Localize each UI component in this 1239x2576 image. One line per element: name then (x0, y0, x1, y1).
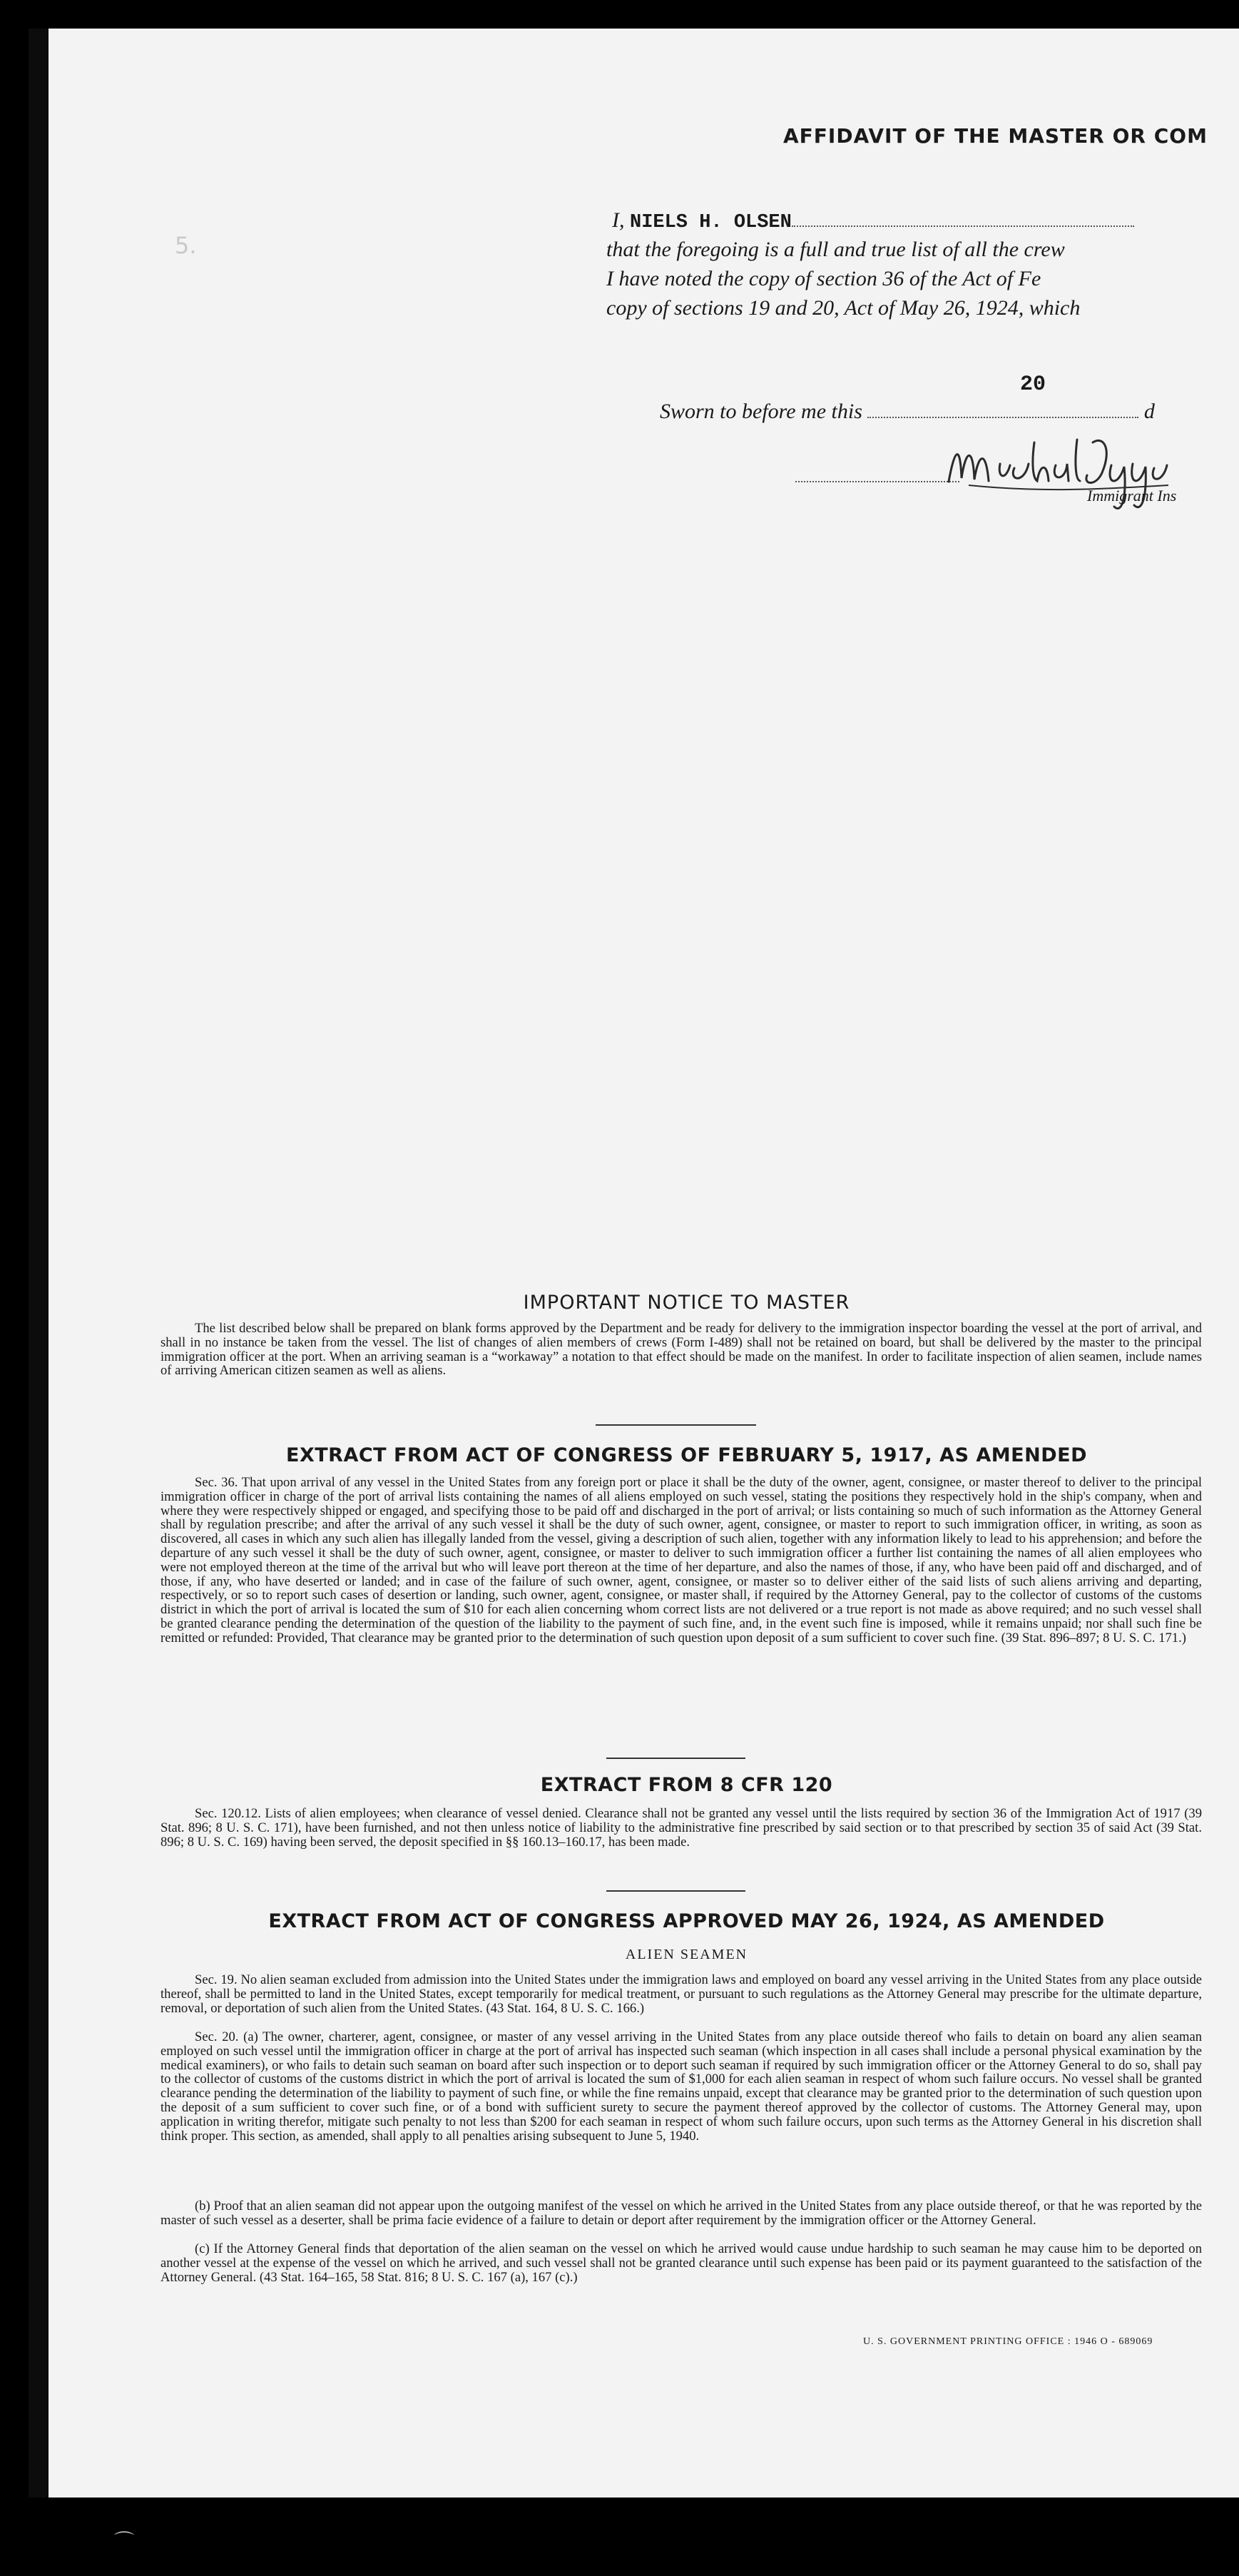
handwritten-signature (940, 421, 1239, 521)
extract-1917-title: EXTRACT FROM ACT OF CONGRESS OF FEBRUARY 5, 1917, AS AMENDED (286, 1444, 1087, 1466)
sworn-end: d (1143, 400, 1155, 423)
printing-office-footer: U. S. GOVERNMENT PRINTING OFFICE : 1946 O - 689069 (863, 2336, 1153, 2347)
sworn-line (660, 400, 1155, 424)
divider-rule (596, 1424, 756, 1426)
pencil-mark: 5. (175, 232, 197, 259)
affidavit-line-4: copy of sections 19 and 20, Act of May 26, 1924, which (606, 296, 1081, 320)
divider-rule (606, 1758, 745, 1759)
affidavit-line-2: that the foregoing is a full and true list of all the crew (606, 238, 1065, 261)
affidavit-line-1 (612, 208, 1134, 233)
alien-seamen-subtitle: ALIEN SEAMEN (625, 1947, 748, 1962)
extract-cfr-title: EXTRACT FROM 8 CFR 120 (540, 1774, 833, 1796)
extract-1924-title: EXTRACT FROM ACT OF CONGRESS APPROVED MAY 26, 1924, AS AMENDED (268, 1910, 1105, 1932)
day-value: 20 (1020, 372, 1046, 397)
notice-text: The list described below shall be prepared on blank forms approved by the Department and be ready for delivery to the immigration inspector boarding the vessel at the port of arrival, and shall in no instance be taken from the vessel. The list of changes of alien members of crews (Form I-489) shall not be retained on board, but shall be delivered by the master to the principal immigration officer at the port. When an arriving seaman is a “workaway” a notation to that effect should be made on the manifest. In order to facilitate inspection of alien seamen, include names of arriving American citizen seamen as well as aliens. (160, 1321, 1202, 1379)
affidavit-title: AFFIDAVIT OF THE MASTER OR COM (783, 124, 1208, 148)
notice-title: IMPORTANT NOTICE TO MASTER (523, 1292, 850, 1314)
page-edge-shadow (29, 29, 49, 2498)
extract-1917-text: Sec. 36. That upon arrival of any vessel in the United States from any foreign port or place it shall be the duty of the owner, agent, consignee, or master thereof to deliver to the principal immigration officer in charge of the port of arrival lists containing the names of all aliens employed on such vessel, stating the positions they respectively hold in the ship's company, when and where they were respectively shipped or engaged, and specifying those to be paid off and discharged in the port of arrival; or lists containing so much of such information as the Attorney General shall by regulation prescribe; and after the arrival of any such vessel it shall be the duty of such owner, agent, consignee, or master to report to such immigration officer, in writing, as soon as discovered, all cases in which any such alien has illegally landed from the vessel, giving a description of such alien, together with any information likely to lead to his apprehension; and before the departure of any such vessel it shall be the duty of such owner, agent, consignee, or master to deliver to such immigration officer a further list containing the names of all alien employees who were not employed thereon at the time of the arrival but who will leave port thereon at the time of her departure, and also the names of those, if any, who have been paid off and discharged, and of those, if any, who have deserted or landed; and in case of the failure of such owner, agent, consignee, or master so to deliver either of the said lists of such aliens arriving and departing, respectively, or so to report such cases of desertion or landing, such owner, agent, consignee, or master shall, if required by the Attorney General, pay to the collector of customs of the customs district in which the port of arrival is located the sum of $10 for each alien concerning whom correct lists are not delivered or a true report is not made as above required; and no such vessel shall be granted clearance pending the determination of the question of the liability to the payment of such fine, and, in the event such fine is imposed, while it remains unpaid; nor shall such fine be remitted or refunded: Provided, That clearance may be granted prior to the determination of such question upon deposit of a sum sufficient to cover such fine. (39 Stat. 896–897; 8 U. S. C. 171.) (160, 1475, 1202, 1646)
sec20c-text: (c) If the Attorney General finds that deportation of the alien seaman on the vessel on which he arrived would cause undue hardship to such seaman he may cause him to be deported on another vessel at the expense of the vessel on which he arrived, and such vessel shall not be granted clearance until such expense has been paid or its payment guaranteed to the satisfaction of the Attorney General. (43 Stat. 164–165, 58 Stat. 816; 8 U. S. C. 167 (a), 167 (c).) (160, 2241, 1202, 2285)
signature-title: Immigrant Ins (1087, 487, 1177, 504)
sworn-fill-line (867, 417, 1138, 418)
master-name: NIELS H. OLSEN (630, 212, 792, 233)
signature-dotted-line (795, 481, 959, 482)
sec19-text: Sec. 19. No alien seaman excluded from admission into the United States under the immigration laws and employed on board any vessel arriving in the United States from any place outside thereof, shall be permitted to land in the United States, except temporarily for medical treatment, or pursuant to such regulations as the Attorney General may prescribe for the ultimate departure, removal, or deportation of such alien from the United States. (43 Stat. 164, 8 U. S. C. 166.) (160, 1972, 1202, 2016)
affidavit-prefix: I, (612, 208, 625, 232)
sworn-text: Sworn to before me this (660, 400, 862, 423)
sec20a-text: Sec. 20. (a) The owner, charterer, agent, consignee, or master of any vessel arriving in the United States from any place outside thereof who fails to detain on board any alien seaman employed on such vessel until the immigration officer in charge at the port of arrival has inspected such seaman (which inspection in all cases shall include a personal physical examination by the medical examiners), or who fails to detain such seaman on board after such inspection or to deport such seaman if required by such immigration officer or the Attorney General to do so, shall pay to the collector of customs of the customs district in which the port of arrival is located the sum of $1,000 for each alien seaman in respect of whom such failure occurs. No vessel shall be granted clearance pending the determination of the liability to payment of such fine, or while the fine remains unpaid, except that clearance may be granted prior to the determination of such question upon the deposit of a sum sufficient to cover such fine, or of a bond with sufficient surety to secure the payment thereof approved by the collector of customs. The Attorney General may, upon application in writing therefor, mitigate such penalty to not less than $200 for each seaman in respect of whom such failure occurs, upon such terms as the Attorney General in his discretion shall think proper. This section, as amended, shall apply to all penalties arising subsequent to June 5, 1940. (160, 2029, 1202, 2144)
affidavit-line-3: I have noted the copy of section 36 of the Act of Fe (606, 267, 1041, 290)
corner-mark: ⌒ (114, 2531, 135, 2553)
divider-rule (606, 1890, 745, 1892)
extract-cfr-text: Sec. 120.12. Lists of alien employees; when clearance of vessel denied. Clearance shall not be granted any vessel until the lists required by section 36 of the Immigration Act of 1917 (39 Stat. 896; 8 U. S. C. 171), have been furnished, and not then unless notice of liability to the administrative fine prescribed by said section or to that prescribed by section 35 of said Act (39 Stat. 896; 8 U. S. C. 169) having been served, the deposit specified in §§ 160.13–160.17, has been made. (160, 1806, 1202, 1850)
fill-line (792, 225, 1134, 227)
sec20b-text: (b) Proof that an alien seaman did not appear upon the outgoing manifest of the vessel on which he arrived in the United States from any place outside thereof, or that he was reported by the master of such vessel as a deserter, shall be prima facie evidence of a failure to detain or deport after requirement by the immigration officer or the Attorney General. (160, 2199, 1202, 2228)
